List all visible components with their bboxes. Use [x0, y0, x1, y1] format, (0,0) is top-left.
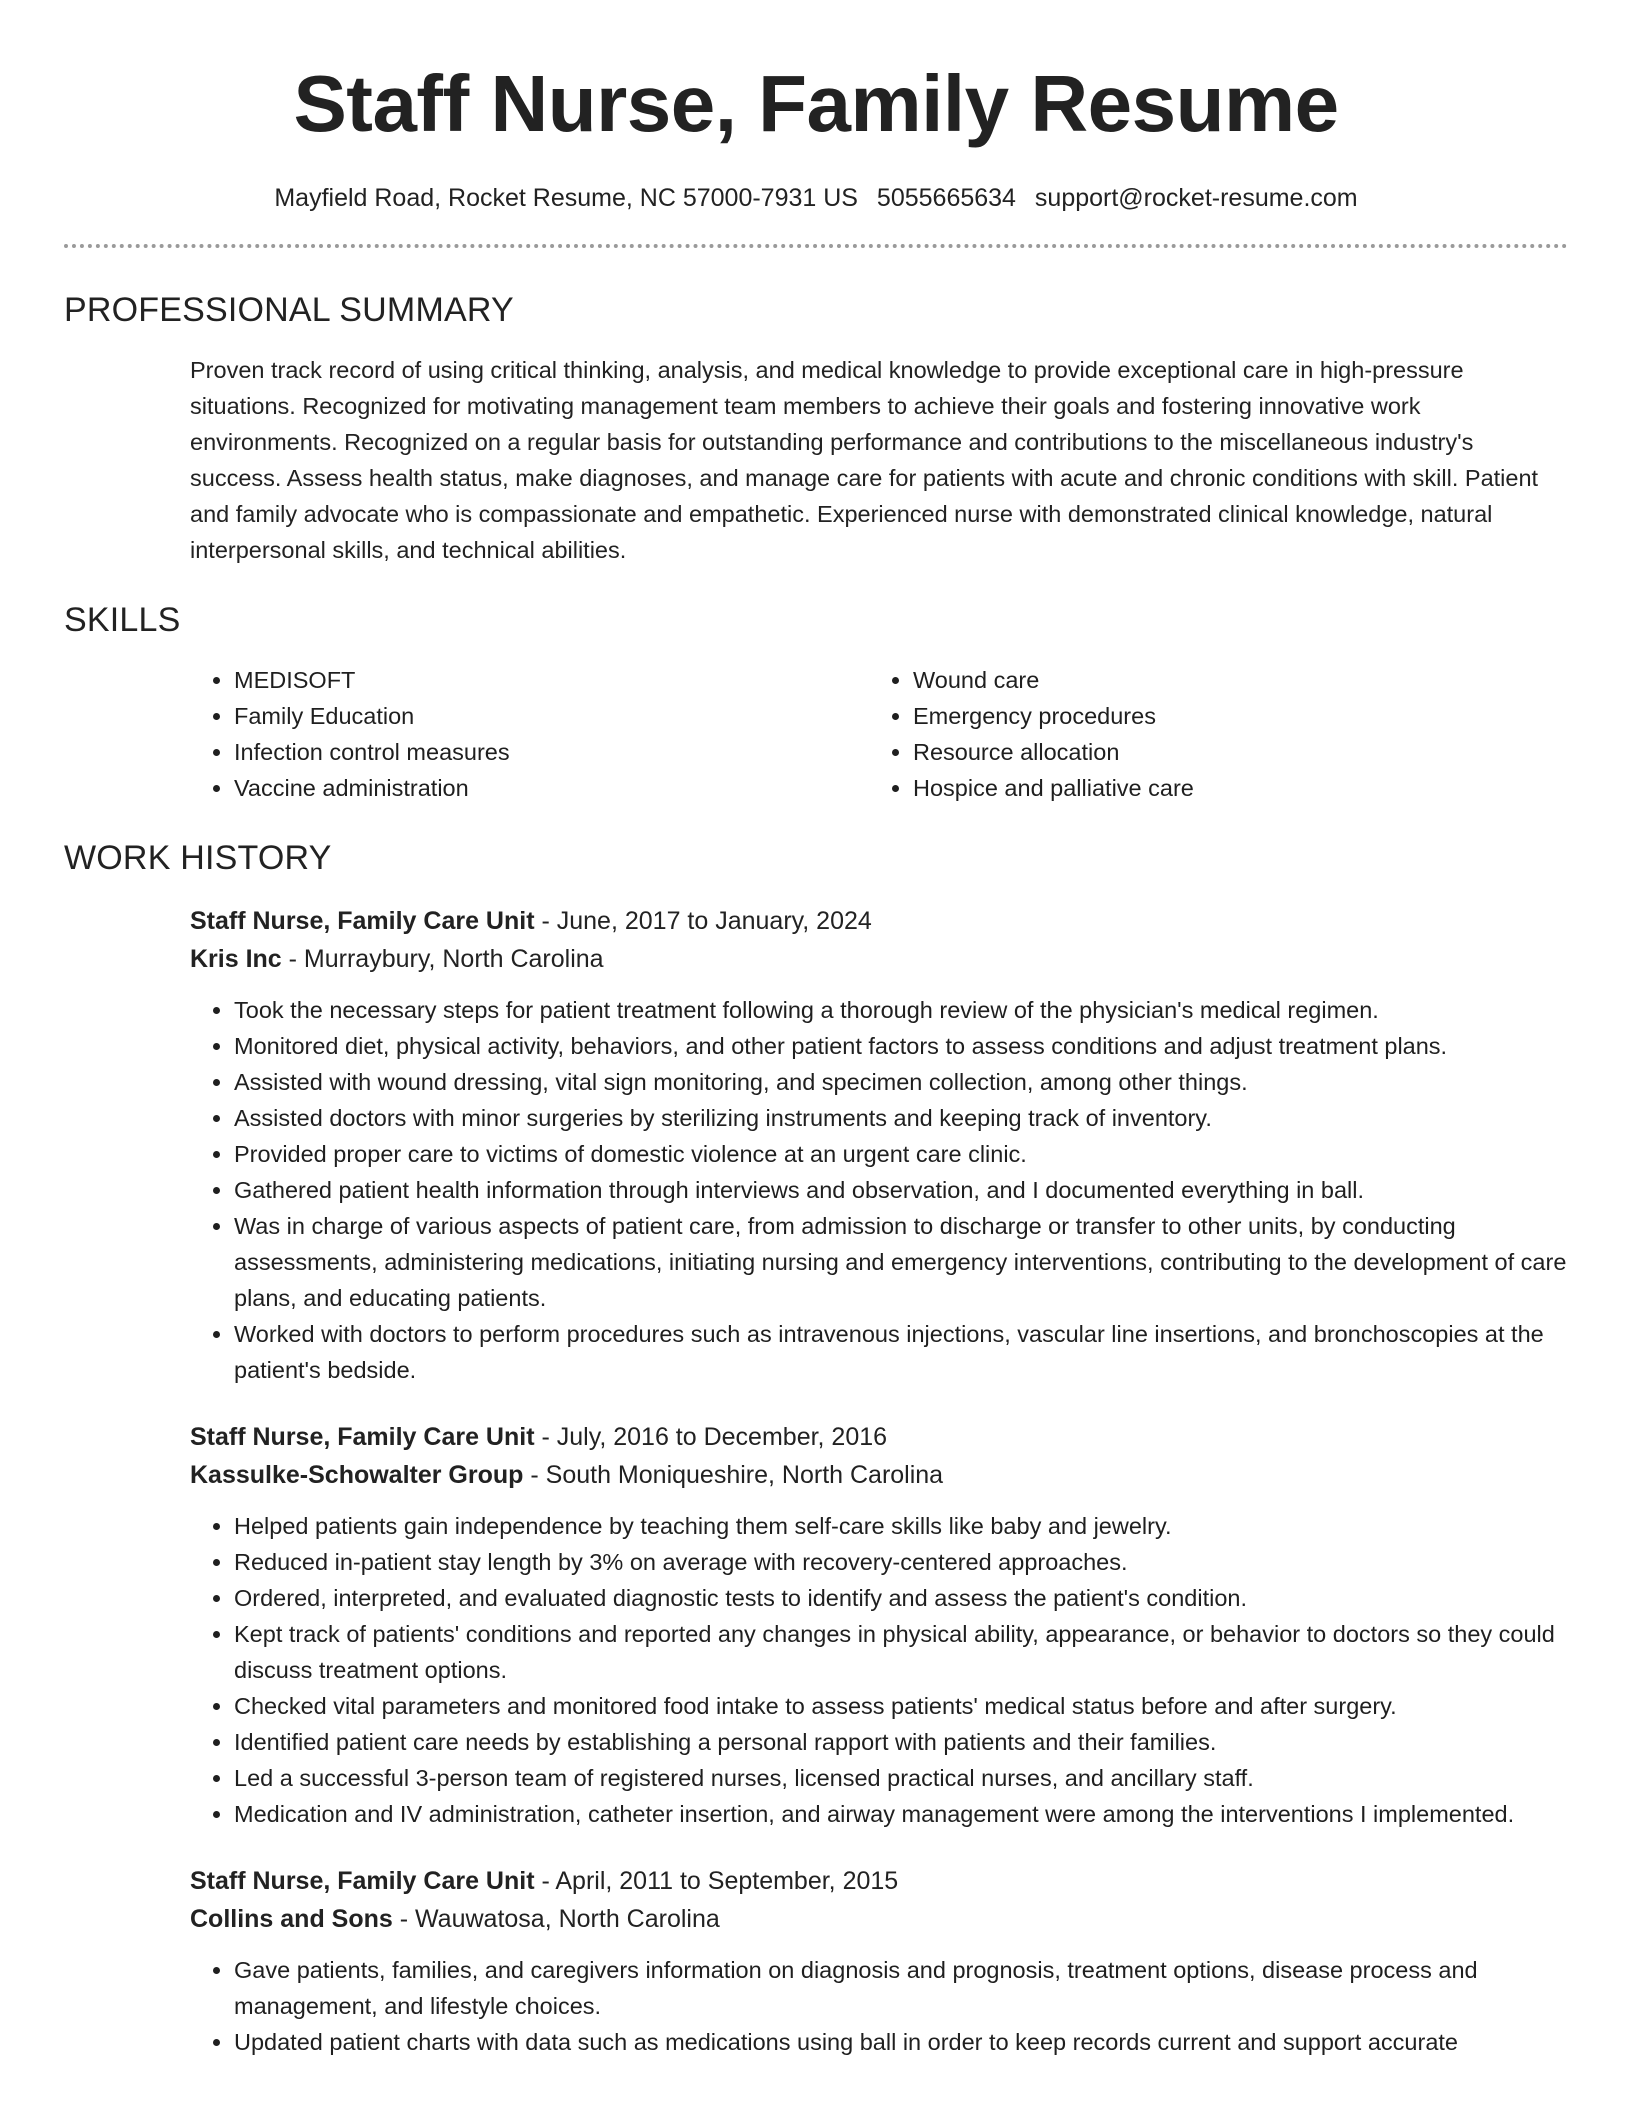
- duty-item: • Assisted doctors with minor surgeries by sterilizing instruments and keeping track of inventory.: [234, 1100, 1568, 1136]
- duty-item: • Reduced in-patient stay length by 3% on average with recovery-centered approaches.: [234, 1544, 1568, 1580]
- contact-address: Mayfield Road, Rocket Resume, NC 57000-7931 US: [274, 184, 858, 212]
- duty-item: • Assisted with wound dressing, vital sign monitoring, and specimen collection, among other things.: [234, 1064, 1568, 1100]
- duty-item: • Gave patients, families, and caregivers information on diagnosis and prognosis, treatment options, disease process and management, and lifestyle choices.: [234, 1952, 1568, 2024]
- job-dates: - July, 2016 to December, 2016: [534, 1423, 888, 1451]
- resume-page: [64, 0, 1568, 2060]
- job-company: Kris Inc: [190, 945, 282, 973]
- contact-phone: 5055665634: [876, 184, 1016, 212]
- duty-item: • Identified patient care needs by establishing a personal rapport with patients and their families.: [234, 1724, 1568, 1760]
- skill-item: • Vaccine administration: [234, 770, 869, 806]
- duty-item: • Took the necessary steps for patient treatment following a thorough review of the physician's medical regimen.: [234, 992, 1568, 1028]
- duty-item: • Worked with doctors to perform procedures such as intravenous injections, vascular line insertions, and bronchoscopies at the patient's bedside.: [234, 1316, 1568, 1388]
- duty-item: • Medication and IV administration, catheter insertion, and airway management were among the interventions I implemented.: [234, 1796, 1568, 1832]
- job-position-line: [190, 1418, 1568, 1456]
- job-position-line: [190, 1862, 1568, 1900]
- duty-item: • Was in charge of various aspects of patient care, from admission to discharge or transfer to other units, by conducting assessments, administering medications, initiating nursing and emergency interventions, contributing to the development of care plans, and educating patients.: [234, 1208, 1568, 1316]
- skills-column-left: [190, 662, 869, 806]
- job-company-line: [190, 1900, 1568, 1938]
- skills-list: [190, 662, 1568, 806]
- duty-item: • Led a successful 3-person team of registered nurses, licensed practical nurses, and ancillary staff.: [234, 1760, 1568, 1796]
- job-company: Kassulke-Schowalter Group: [190, 1461, 524, 1489]
- job-duties: [190, 1508, 1568, 1832]
- skill-item: • Emergency procedures: [913, 698, 1548, 734]
- skill-item: • Wound care: [913, 662, 1548, 698]
- job-company-line: [190, 940, 1568, 978]
- header-divider: [64, 244, 1568, 248]
- duty-item: • Monitored diet, physical activity, behaviors, and other patient factors to assess conditions and adjust treatment plans.: [234, 1028, 1568, 1064]
- job-location: - South Moniqueshire, North Carolina: [523, 1461, 944, 1489]
- skill-item: • Resource allocation: [913, 734, 1548, 770]
- job-entry: [190, 902, 1568, 1388]
- summary-heading: PROFESSIONAL SUMMARY: [64, 291, 514, 329]
- skill-item: • Hospice and palliative care: [913, 770, 1548, 806]
- job-company-line: [190, 1456, 1568, 1494]
- job-location: - Wauwatosa, North Carolina: [392, 1905, 720, 1933]
- contact-line: [64, 182, 1568, 214]
- job-entry: [190, 1862, 1568, 2060]
- skill-item: • Infection control measures: [234, 734, 869, 770]
- job-position: Staff Nurse, Family Care Unit: [190, 907, 535, 935]
- skills-column-right: [869, 662, 1548, 806]
- job-dates: - June, 2017 to January, 2024: [534, 907, 872, 935]
- job-duties: [190, 1952, 1568, 2060]
- duty-item: • Checked vital parameters and monitored food intake to assess patients' medical status before and after surgery.: [234, 1688, 1568, 1724]
- job-location: - Murraybury, North Carolina: [281, 945, 604, 973]
- duty-item: • Kept track of patients' conditions and reported any changes in physical ability, appearance, or behavior to doctors so they could discuss treatment options.: [234, 1616, 1568, 1688]
- duty-item: • Ordered, interpreted, and evaluated diagnostic tests to identify and assess the patient's condition.: [234, 1580, 1568, 1616]
- resume-title: Staff Nurse, Family Resume: [293, 59, 1339, 148]
- work-history-heading: WORK HISTORY: [64, 839, 332, 877]
- duty-item: • Gathered patient health information through interviews and observation, and I documented everything in ball.: [234, 1172, 1568, 1208]
- job-position: Staff Nurse, Family Care Unit: [190, 1867, 535, 1895]
- duty-item: • Updated patient charts with data such as medications using ball in order to keep records current and support accurate: [234, 2024, 1568, 2060]
- job-position: Staff Nurse, Family Care Unit: [190, 1423, 535, 1451]
- skill-item: • Family Education: [234, 698, 869, 734]
- skills-heading: SKILLS: [64, 601, 181, 639]
- summary-text: Proven track record of using critical thinking, analysis, and medical knowledge to provide exceptional care in high-pressure situations. Recognized for motivating management team members to achieve their goals and fostering innovative work environments. Recognized on a regular basis for outstanding performance and contributions to the miscellaneous industry's success. Assess health status, make diagnoses, and manage care for patients with acute and chronic conditions with skill. Patient and family advocate who is compassionate and empathetic. Experienced nurse with demonstrated clinical knowledge, natural interpersonal skills, and technical abilities.: [190, 357, 1539, 563]
- duty-item: • Helped patients gain independence by teaching them self-care skills like baby and jewelry.: [234, 1508, 1568, 1544]
- skill-item: • MEDISOFT: [234, 662, 869, 698]
- duty-item: • Provided proper care to victims of domestic violence at an urgent care clinic.: [234, 1136, 1568, 1172]
- contact-email: support@rocket-resume.com: [1034, 184, 1358, 212]
- job-company: Collins and Sons: [190, 1905, 393, 1933]
- job-dates: - April, 2011 to September, 2015: [534, 1867, 899, 1895]
- job-duties: [190, 992, 1568, 1388]
- job-entry: [190, 1418, 1568, 1832]
- job-position-line: [190, 902, 1568, 940]
